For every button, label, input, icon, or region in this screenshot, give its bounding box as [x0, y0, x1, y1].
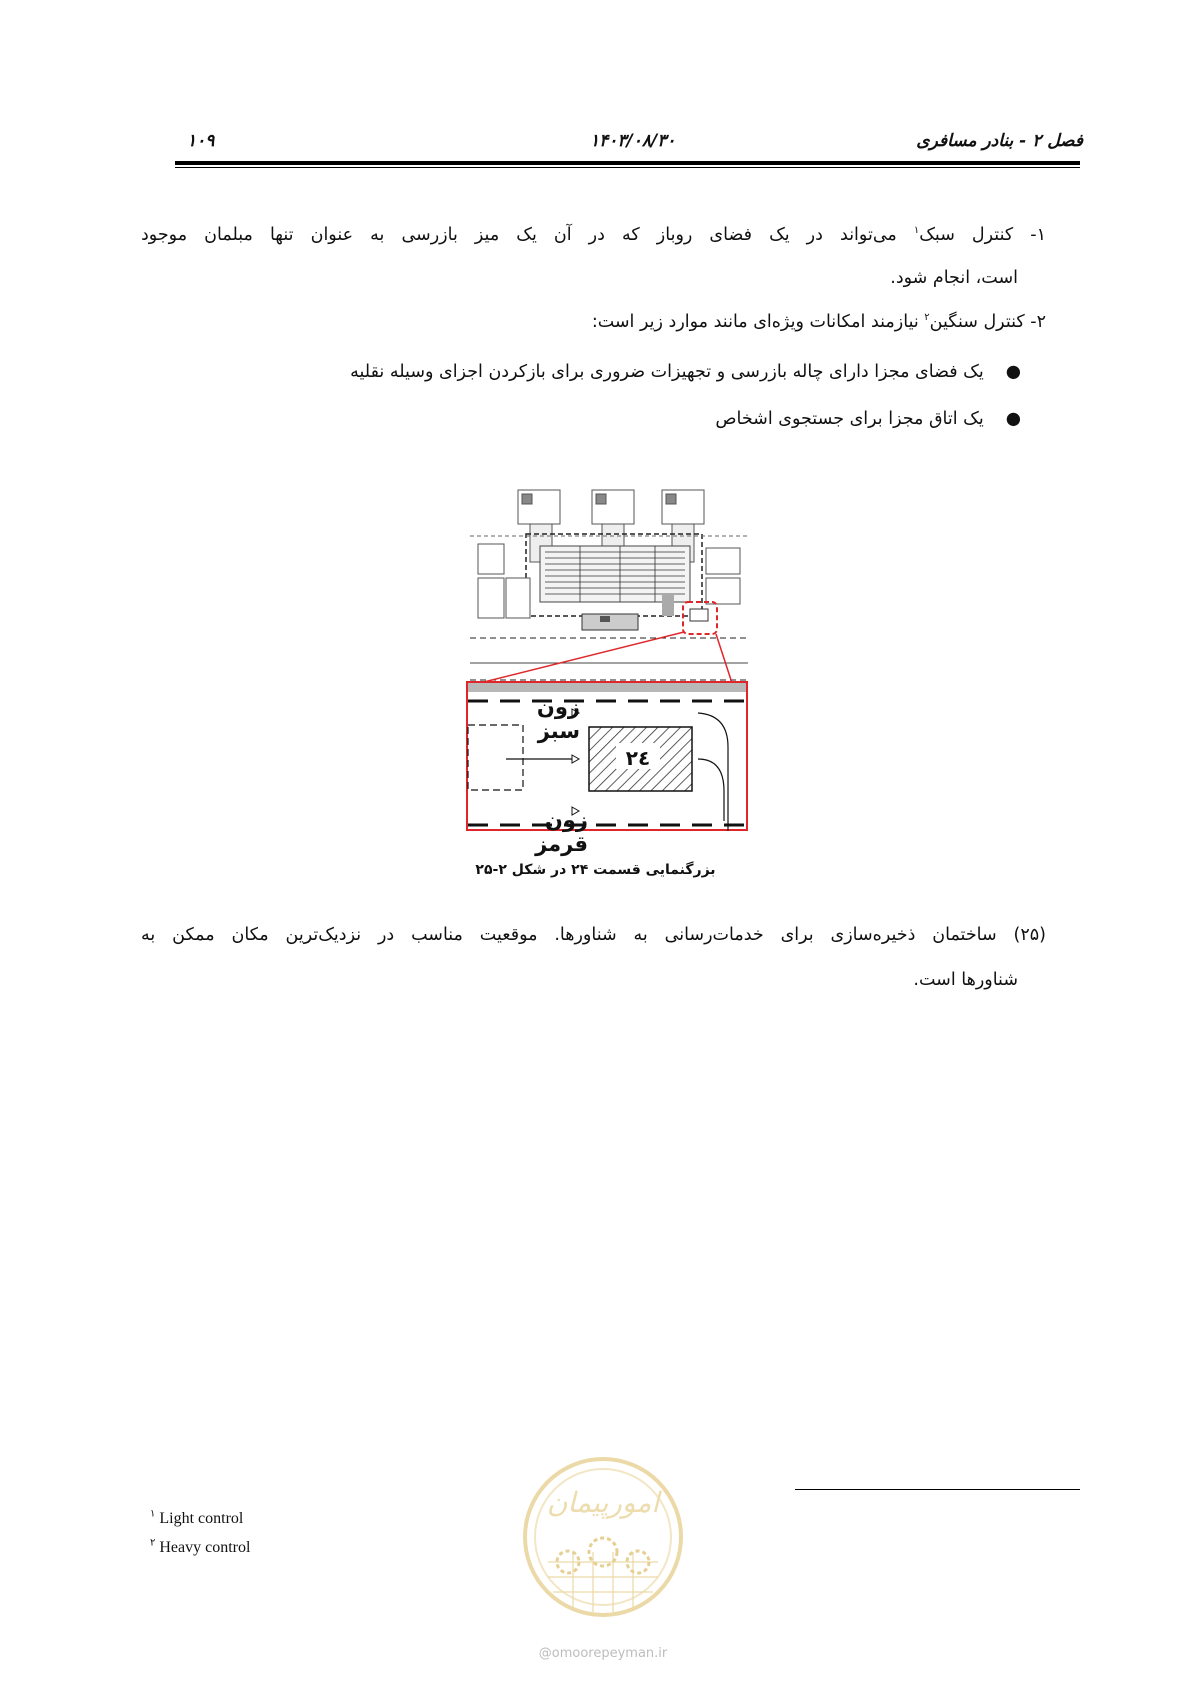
watermark-logo — [518, 1452, 688, 1682]
footnote-2: $^۲$ Heavy control — [150, 1537, 251, 1556]
header-rule-thick — [175, 161, 1080, 165]
figure-caption: بزرگنمایی قسمت ۲۴ در شکل ۲-۲۵ — [475, 862, 716, 878]
header-rule-thin — [175, 167, 1080, 168]
zone-red-label: زون قرمز — [535, 808, 588, 856]
site-plan-drawing — [470, 488, 748, 684]
para25-line1: (۲۵) ساختمان ذخیره‌سازی برای خدمات‌رسانی به شناورها. موقعیت مناسب در نزدیک‌ترین مکان ممکن به — [141, 925, 1046, 945]
page-number: ۱۰۹ — [187, 131, 215, 151]
svg-text:امورپیمان: امورپیمان — [546, 1486, 660, 1519]
item2-line: ۲- کنترل سنگین$^۲$ نیازمند امکانات ویژه‌ای مانند موارد زیر است: — [591, 312, 1046, 332]
bullet-dot-icon: ● — [1005, 409, 1021, 429]
footnote-1: $^۱$ Light control — [150, 1508, 244, 1527]
item1-line2: است، انجام شود. — [890, 268, 1018, 288]
bullet-item-1: ●یک فضای مجزا دارای چاله بازرسی و تجهیزات ضروری برای بازکردن اجزای وسیله نقلیه — [350, 362, 1021, 382]
zone-green-label: زون سبز — [536, 695, 580, 743]
footnote-ref-1: ۱ — [913, 225, 920, 237]
header-date: ۱۴۰۳/۰۸/۳۰ — [590, 131, 676, 151]
footnote-rule — [795, 1489, 1080, 1490]
bullet-item-2: ●یک اتاق مجزا برای جستجوی اشخاص — [715, 409, 1021, 429]
footnote-ref-2: ۲ — [924, 312, 930, 324]
svg-text:@omoorepeyman.ir: @omoorepeyman.ir — [538, 1646, 668, 1661]
bullet-dot-icon: ● — [1005, 362, 1021, 382]
para25-line2: شناورها است. — [913, 970, 1018, 990]
item1-line1: ۱- کنترل سبک$^۱$ می‌تواند در یک فضای روباز که در آن یک میز بازرسی به عنوان تنها مبلمان موجود — [141, 225, 1046, 245]
chapter-title: فصل ۲ - بنادر مسافری — [916, 131, 1083, 151]
zoom-box-number: ٢٤ — [625, 746, 651, 770]
